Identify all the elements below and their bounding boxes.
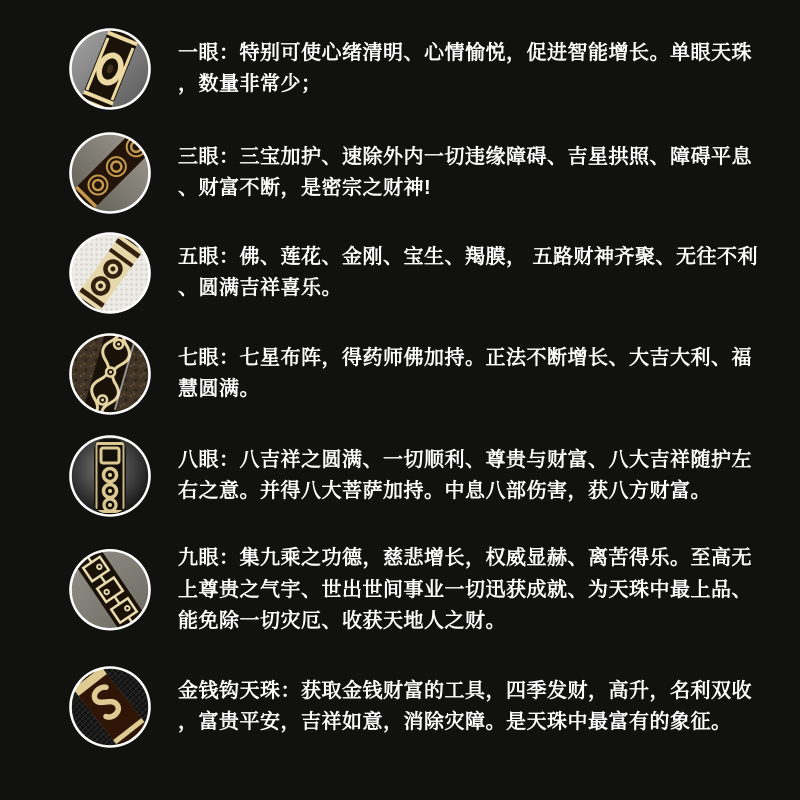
bead-meaning: 特别可使心绪清明、心情愉悦，促进智能增长。单眼天珠，数量非常少； bbox=[178, 41, 752, 95]
bead-row bbox=[69, 666, 785, 748]
money-hook-bead-image bbox=[69, 666, 151, 748]
one-eye-bead-image bbox=[69, 28, 151, 110]
eight-eye-bead-image bbox=[69, 435, 151, 517]
bead-description bbox=[178, 142, 764, 205]
bead-description bbox=[178, 38, 764, 101]
bead-description bbox=[178, 343, 764, 406]
bead-name: 九眼： bbox=[178, 546, 240, 569]
bead-name: 八眼： bbox=[178, 448, 240, 471]
bead-meaning: 七星布阵，得药师佛加持。正法不断增长、大吉大利、福慧圆满。 bbox=[178, 346, 752, 400]
bead-name: 三眼： bbox=[178, 145, 240, 168]
bead-row bbox=[69, 333, 785, 415]
bead-meaning: 三宝加护、速除外内一切违缘障碍、吉星拱照、障碍平息、财富不断，是密宗之财神! bbox=[178, 145, 752, 199]
bead-row bbox=[69, 543, 785, 638]
eight-eye-dzi-bead-photo bbox=[69, 435, 151, 517]
bead-row bbox=[69, 28, 785, 110]
bead-meaning: 集九乘之功德，慈悲增长，权威显赫、离苦得乐。至高无上尊贵之气宇、世出世间事业一切迅获成就、为天珠中最上品、能免除一切灾厄、收获天地人之财。 bbox=[178, 546, 752, 632]
three-eye-dzi-bead-photo bbox=[69, 132, 151, 214]
five-eye-dzi-bead-photo bbox=[69, 232, 151, 314]
bead-description bbox=[178, 242, 764, 305]
seven-eye-dzi-bead-photo bbox=[69, 333, 151, 415]
bead-meaning: 八吉祥之圆满、一切顺利、尊贵与财富、八大吉祥随护左右之意。并得八大菩萨加持。中息八部伤害，获八方财富。 bbox=[178, 448, 752, 502]
bead-name: 金钱钩天珠： bbox=[178, 679, 301, 702]
three-eye-bead-image bbox=[69, 132, 151, 214]
bead-description bbox=[178, 445, 764, 508]
one-eye-dzi-bead-photo bbox=[69, 28, 151, 110]
money-hook-dzi-bead-photo bbox=[69, 666, 151, 748]
seven-eye-bead-image bbox=[69, 333, 151, 415]
nine-eye-dzi-bead-photo bbox=[69, 549, 151, 631]
bead-description bbox=[178, 676, 764, 739]
nine-eye-bead-image bbox=[69, 549, 151, 631]
bead-meaning: 佛、莲花、金刚、宝生、羯膜， 五路财神齐聚、无往不利、圆满吉祥喜乐。 bbox=[178, 245, 759, 299]
five-eye-bead-image bbox=[69, 232, 151, 314]
bead-row bbox=[69, 132, 785, 214]
bead-row bbox=[69, 232, 785, 314]
bead-row bbox=[69, 435, 785, 517]
bead-name: 七眼： bbox=[178, 346, 240, 369]
bead-description bbox=[178, 543, 764, 638]
bead-name: 一眼： bbox=[178, 41, 240, 64]
bead-meaning: 获取金钱财富的工具，四季发财，高升，名利双收，富贵平安，吉祥如意，消除灾障。是天珠中最富有的象征。 bbox=[178, 679, 752, 733]
bead-name: 五眼： bbox=[178, 245, 240, 268]
